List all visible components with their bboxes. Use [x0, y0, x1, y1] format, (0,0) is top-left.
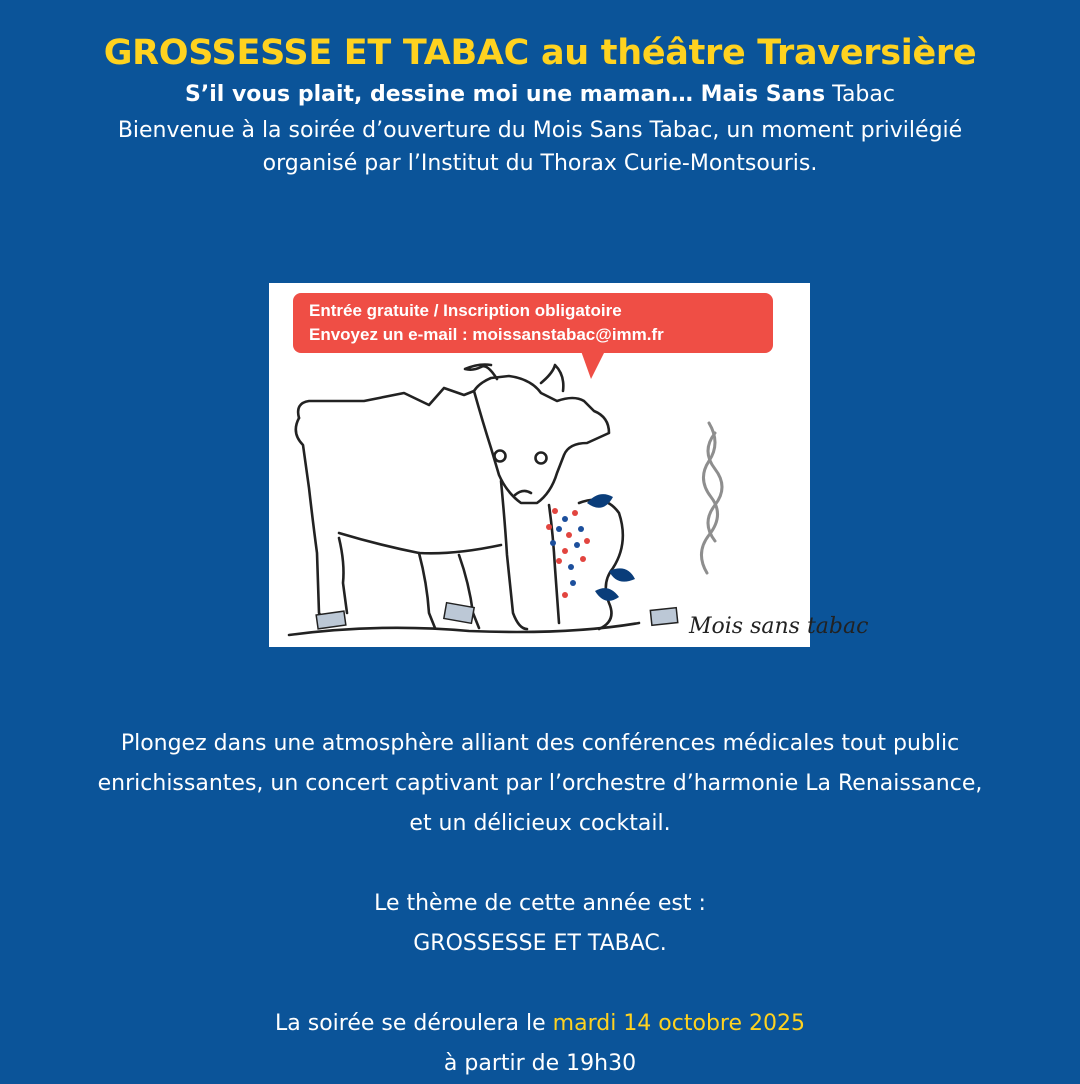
subtitle — [0, 80, 1080, 110]
spacer — [0, 844, 1080, 884]
spacer — [0, 964, 1080, 1004]
speech-bubble — [293, 293, 773, 353]
theme-label: Le thème de cette année est : — [374, 891, 706, 916]
speech-bubble-tail — [581, 351, 605, 379]
page-title: GROSSESSE ET TABAC au théâtre Traversière — [103, 33, 977, 73]
description-line-1: Plongez dans une atmosphère alliant des conférences médicales tout public — [120, 731, 960, 756]
bubble-line-2: Envoyez un e-mail : moissanstabac@imm.fr — [309, 325, 664, 344]
description-line-2: enrichissantes, un concert captivant par l’orchestre d’harmonie La Renaissance, — [97, 771, 983, 796]
theme-value: GROSSESSE ET TABAC. — [413, 931, 667, 956]
event-date: mardi 14 octobre 2025 — [552, 1011, 805, 1036]
bubble-line-1: Entrée gratuite / Inscription obligatoire — [309, 301, 622, 320]
body-text — [0, 724, 1080, 1084]
description-line-3: et un délicieux cocktail. — [409, 811, 671, 836]
subtitle-bold: S’il vous plait, dessine moi une maman… Mais Sans — [185, 82, 826, 107]
date-prefix: La soirée se déroulera le — [275, 1011, 553, 1036]
date-line — [0, 1004, 1080, 1044]
header — [0, 26, 1080, 180]
time-line: à partir de 19h30 — [443, 1051, 637, 1076]
poster-signature: Mois sans tabac — [689, 614, 869, 639]
intro-line-1: Bienvenue à la soirée d’ouverture du Mois Sans Tabac, un moment privilégié — [117, 118, 963, 143]
poster-image — [269, 283, 869, 647]
intro-line-2: organisé par l’Institut du Thorax Curie-Montsouris. — [262, 151, 818, 176]
subtitle-regular: Tabac — [825, 82, 895, 107]
intro-text — [0, 114, 1080, 180]
